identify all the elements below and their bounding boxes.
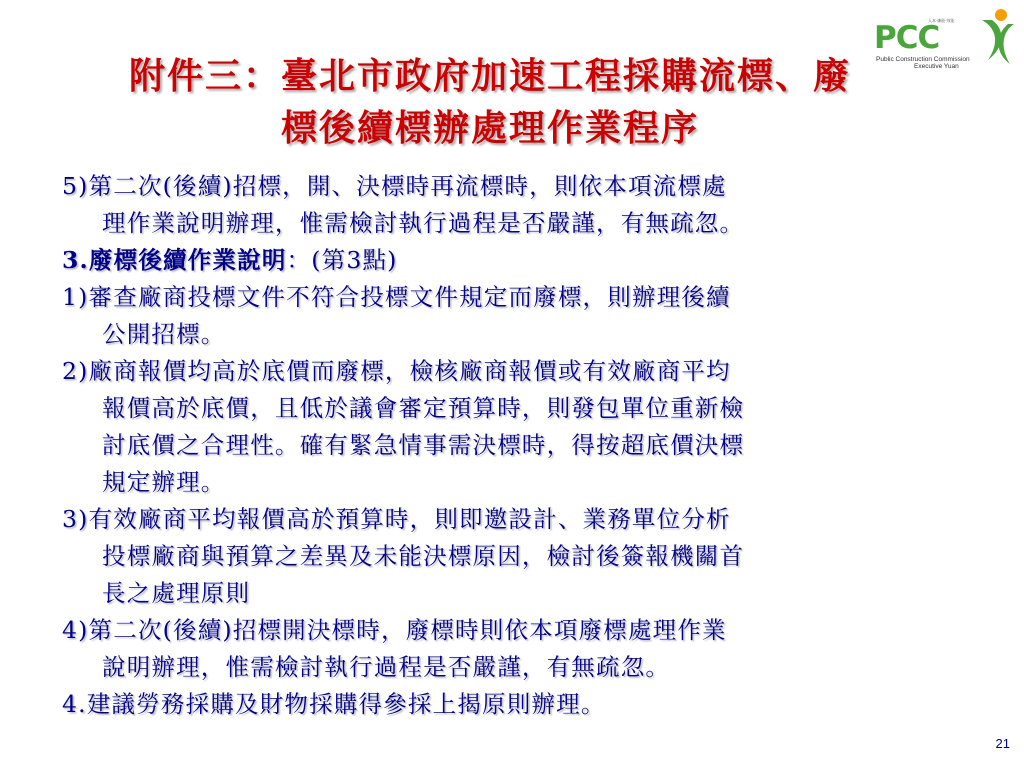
slide-body (62, 168, 992, 723)
slide-title-line-2: 標後續標辦處理作業程序 (280, 107, 699, 149)
logo-wordmark: PCC (874, 20, 940, 56)
body-line: 長之處理原則 (102, 579, 251, 607)
body-line: 公開招標。 (102, 320, 226, 348)
section-heading (62, 242, 992, 279)
body-line: 理作業說明辦理，惟需檢討執行過程是否嚴謹，有無疏忽。 (102, 209, 745, 237)
body-line: 討底價之合理性。確有緊急情事需決標時，得按超底價決標 (102, 431, 745, 459)
body-line: 4)第二次(後續)招標開決標時，廢標時則依本項廢標處理作業 (62, 616, 727, 644)
body-line: 1)審查廠商投標文件不符合投標文件規定而廢標，則辦理後續 (62, 283, 731, 311)
section-heading-note: ：(第3點) (286, 246, 398, 274)
body-line: 說明辦理，惟需檢討執行過程是否嚴謹，有無疏忽。 (102, 653, 671, 681)
body-line: 報價高於底價，且低於議會審定預算時，則發包單位重新檢 (102, 394, 745, 422)
slide-title-line-1: 附件三：臺北市政府加速工程採購流標、廢 (128, 55, 851, 97)
body-line: 規定辦理。 (102, 468, 226, 496)
logo-slogan: 人本·廉能·效能 (928, 18, 955, 23)
pcc-logo (868, 6, 1018, 70)
page-number: 21 (995, 736, 1010, 751)
body-line: 2)廠商報價均高於底價而廢標，檢核廠商報價或有效廠商平均 (62, 357, 731, 385)
body-line: 4.建議勞務採購及財物採購得參採上揭原則辦理。 (62, 690, 606, 718)
body-line: 投標廠商與預算之差異及未能決標原因，檢討後簽報機關首 (102, 542, 745, 570)
section-heading-label: 3.廢標後續作業說明 (62, 246, 287, 274)
body-line: 3)有效廠商平均報價高於預算時，則即邀設計、業務單位分析 (62, 505, 731, 533)
logo-subtitle: Public Construction Commission (876, 56, 970, 63)
body-line: 5)第二次(後續)招標，開、決標時再流標時，則依本項流標處 (62, 172, 727, 200)
logo-subtitle-2: Executive Yuan (914, 63, 959, 70)
logo-swoosh-icon (974, 6, 1018, 68)
